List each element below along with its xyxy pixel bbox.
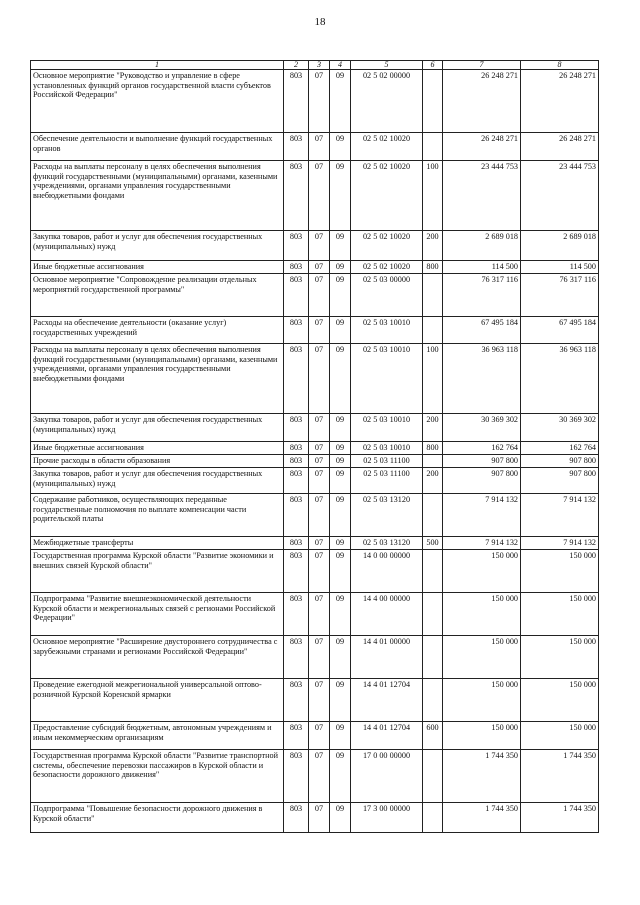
row-csr-cell: 02 5 02 10020 [351,161,423,231]
row-sum2-cell: 150 000 [521,722,599,750]
column-header: 4 [330,61,351,70]
row-pr-cell: 09 [330,231,351,261]
table-row [31,550,599,593]
row-sum2-cell: 150 000 [521,679,599,722]
row-sum1-cell: 150 000 [443,679,521,722]
table-row [31,750,599,803]
row-sum2-cell: 76 317 116 [521,274,599,317]
row-pr-cell: 09 [330,550,351,593]
row-sum2-cell: 907 800 [521,455,599,468]
row-name-cell: Государственная программа Курской области "Развитие транспортной системы, обеспечение перевозки пассажиров в Курской области и безопасности дорожного движения" [31,750,284,803]
row-sum2-cell: 36 963 118 [521,344,599,414]
row-csr-cell: 02 5 03 10010 [351,317,423,344]
row-rz-cell: 07 [309,274,330,317]
row-sum1-cell: 114 500 [443,261,521,274]
page-number: 18 [314,16,326,28]
row-name-cell: Государственная программа Курской области "Развитие экономики и внешних связей Курской области" [31,550,284,593]
row-sum1-cell: 23 444 753 [443,161,521,231]
row-name-cell: Подпрограмма "Повышение безопасности дорожного движения в Курской области" [31,803,284,833]
row-pr-cell: 09 [330,70,351,133]
row-rz-cell: 07 [309,550,330,593]
row-pr-cell: 09 [330,442,351,455]
row-pr-cell: 09 [330,679,351,722]
table-row [31,636,599,679]
row-name-cell: Прочие расходы в области образования [31,455,284,468]
row-rz-cell: 07 [309,722,330,750]
row-sum1-cell: 7 914 132 [443,537,521,550]
row-sum1-cell: 7 914 132 [443,494,521,537]
row-vr-cell: 800 [423,442,443,455]
row-grbs-cell: 803 [284,750,309,803]
row-csr-cell: 02 5 03 10010 [351,344,423,414]
column-header: 7 [443,61,521,70]
row-vr-cell [423,593,443,636]
table-row [31,442,599,455]
row-rz-cell: 07 [309,70,330,133]
row-sum2-cell: 23 444 753 [521,161,599,231]
table-row [31,133,599,161]
row-csr-cell: 02 5 03 10010 [351,414,423,442]
row-grbs-cell: 803 [284,494,309,537]
row-csr-cell: 14 4 01 00000 [351,636,423,679]
column-header: 5 [351,61,423,70]
table-row [31,414,599,442]
row-sum1-cell: 1 744 350 [443,803,521,833]
row-sum2-cell: 7 914 132 [521,537,599,550]
row-rz-cell: 07 [309,455,330,468]
row-rz-cell: 07 [309,468,330,494]
row-sum2-cell: 26 248 271 [521,133,599,161]
row-name-cell: Иные бюджетные ассигнования [31,442,284,455]
row-vr-cell: 200 [423,231,443,261]
row-sum1-cell: 150 000 [443,550,521,593]
row-csr-cell: 14 4 01 12704 [351,722,423,750]
column-header: 8 [521,61,599,70]
row-grbs-cell: 803 [284,414,309,442]
table-row [31,344,599,414]
row-csr-cell: 17 0 00 00000 [351,750,423,803]
row-name-cell: Межбюджетные трансферты [31,537,284,550]
row-sum2-cell: 150 000 [521,636,599,679]
row-name-cell: Основное мероприятие "Сопровождение реализации отдельных мероприятий государственной программы" [31,274,284,317]
row-csr-cell: 14 4 00 00000 [351,593,423,636]
row-name-cell: Проведение ежегодной межрегиональной универсальной оптово-розничной Курской Коренской ярмарки [31,679,284,722]
row-vr-cell: 500 [423,537,443,550]
row-csr-cell: 02 5 03 11100 [351,468,423,494]
row-name-cell: Основное мероприятие "Расширение двустороннего сотрудничества с зарубежными странами и регионами Российской Федерации" [31,636,284,679]
row-pr-cell: 09 [330,414,351,442]
table-row [31,722,599,750]
row-sum2-cell: 150 000 [521,593,599,636]
row-csr-cell: 02 5 02 10020 [351,261,423,274]
row-sum2-cell: 7 914 132 [521,494,599,537]
row-vr-cell [423,679,443,722]
row-grbs-cell: 803 [284,70,309,133]
row-rz-cell: 07 [309,494,330,537]
row-csr-cell: 14 4 01 12704 [351,679,423,722]
row-grbs-cell: 803 [284,636,309,679]
row-pr-cell: 09 [330,261,351,274]
row-vr-cell: 600 [423,722,443,750]
row-rz-cell: 07 [309,803,330,833]
row-grbs-cell: 803 [284,133,309,161]
row-csr-cell: 17 3 00 00000 [351,803,423,833]
row-sum2-cell: 30 369 302 [521,414,599,442]
row-vr-cell [423,550,443,593]
table-row [31,679,599,722]
row-sum1-cell: 1 744 350 [443,750,521,803]
row-pr-cell: 09 [330,317,351,344]
row-name-cell: Расходы на обеспечение деятельности (оказание услуг) государственных учреждений [31,317,284,344]
row-sum2-cell: 907 800 [521,468,599,494]
row-sum2-cell: 67 495 184 [521,317,599,344]
row-vr-cell: 200 [423,414,443,442]
row-pr-cell: 09 [330,274,351,317]
row-sum1-cell: 67 495 184 [443,317,521,344]
row-sum2-cell: 1 744 350 [521,750,599,803]
budget-table [30,60,599,833]
row-pr-cell: 09 [330,344,351,414]
table-row [31,70,599,133]
table-row [31,494,599,537]
column-header: 2 [284,61,309,70]
row-csr-cell: 02 5 02 00000 [351,70,423,133]
row-vr-cell [423,455,443,468]
row-grbs-cell: 803 [284,468,309,494]
row-rz-cell: 07 [309,537,330,550]
table-header-row [31,61,599,70]
row-rz-cell: 07 [309,161,330,231]
row-sum1-cell: 30 369 302 [443,414,521,442]
row-grbs-cell: 803 [284,722,309,750]
row-csr-cell: 02 5 03 11100 [351,455,423,468]
row-sum2-cell: 26 248 271 [521,70,599,133]
row-name-cell: Подпрограмма "Развитие внешнеэкономической деятельности Курской области и межрегиональных связей с регионами Российской Федерации" [31,593,284,636]
row-rz-cell: 07 [309,317,330,344]
column-header: 6 [423,61,443,70]
row-grbs-cell: 803 [284,679,309,722]
table-row [31,537,599,550]
row-rz-cell: 07 [309,261,330,274]
row-sum1-cell: 26 248 271 [443,133,521,161]
row-sum2-cell: 114 500 [521,261,599,274]
table-row [31,261,599,274]
row-grbs-cell: 803 [284,455,309,468]
row-name-cell: Закупка товаров, работ и услуг для обеспечения государственных (муниципальных) нужд [31,231,284,261]
row-name-cell: Основное мероприятие "Руководство и управление в сфере установленных функций органов государственной власти субъектов Российской Федерации" [31,70,284,133]
column-header: 1 [31,61,284,70]
row-rz-cell: 07 [309,231,330,261]
row-vr-cell: 800 [423,261,443,274]
row-rz-cell: 07 [309,414,330,442]
row-name-cell: Иные бюджетные ассигнования [31,261,284,274]
row-name-cell: Обеспечение деятельности и выполнение функций государственных органов [31,133,284,161]
row-rz-cell: 07 [309,593,330,636]
row-sum2-cell: 162 764 [521,442,599,455]
row-sum2-cell: 150 000 [521,550,599,593]
row-vr-cell [423,274,443,317]
row-vr-cell [423,494,443,537]
row-rz-cell: 07 [309,750,330,803]
row-vr-cell: 200 [423,468,443,494]
row-vr-cell: 100 [423,344,443,414]
row-vr-cell [423,636,443,679]
table-row [31,274,599,317]
row-vr-cell [423,133,443,161]
row-name-cell: Расходы на выплаты персоналу в целях обеспечения выполнения функций государственными (муниципальными) органами, казенными учреждениями, органами управления государственными внебюджетными фондами [31,344,284,414]
row-pr-cell: 09 [330,722,351,750]
row-pr-cell: 09 [330,133,351,161]
row-sum1-cell: 26 248 271 [443,70,521,133]
row-name-cell: Предоставление субсидий бюджетным, автономным учреждениям и иным некоммерческим организациям [31,722,284,750]
row-csr-cell: 02 5 02 10020 [351,231,423,261]
row-sum1-cell: 36 963 118 [443,344,521,414]
row-csr-cell: 02 5 03 00000 [351,274,423,317]
row-pr-cell: 09 [330,593,351,636]
table-row [31,231,599,261]
row-grbs-cell: 803 [284,344,309,414]
table-row [31,803,599,833]
row-vr-cell [423,317,443,344]
row-pr-cell: 09 [330,494,351,537]
row-sum1-cell: 150 000 [443,722,521,750]
row-vr-cell [423,803,443,833]
row-rz-cell: 07 [309,636,330,679]
row-sum1-cell: 150 000 [443,636,521,679]
row-pr-cell: 09 [330,161,351,231]
row-csr-cell: 02 5 03 13120 [351,537,423,550]
row-csr-cell: 02 5 03 13120 [351,494,423,537]
row-sum1-cell: 907 800 [443,455,521,468]
row-sum1-cell: 162 764 [443,442,521,455]
row-grbs-cell: 803 [284,261,309,274]
row-grbs-cell: 803 [284,317,309,344]
table-row [31,455,599,468]
row-pr-cell: 09 [330,636,351,679]
row-grbs-cell: 803 [284,593,309,636]
column-header: 3 [309,61,330,70]
row-csr-cell: 02 5 02 10020 [351,133,423,161]
row-vr-cell: 100 [423,161,443,231]
row-grbs-cell: 803 [284,231,309,261]
row-rz-cell: 07 [309,133,330,161]
table-row [31,468,599,494]
row-sum2-cell: 1 744 350 [521,803,599,833]
row-sum1-cell: 76 317 116 [443,274,521,317]
table-row [31,317,599,344]
row-grbs-cell: 803 [284,274,309,317]
row-grbs-cell: 803 [284,537,309,550]
row-pr-cell: 09 [330,537,351,550]
row-pr-cell: 09 [330,750,351,803]
row-grbs-cell: 803 [284,803,309,833]
row-grbs-cell: 803 [284,161,309,231]
row-vr-cell [423,70,443,133]
row-vr-cell [423,750,443,803]
row-sum1-cell: 150 000 [443,593,521,636]
row-csr-cell: 14 0 00 00000 [351,550,423,593]
row-pr-cell: 09 [330,468,351,494]
row-name-cell: Закупка товаров, работ и услуг для обеспечения государственных (муниципальных) нужд [31,468,284,494]
table-row [31,593,599,636]
row-name-cell: Содержание работников, осуществляющих переданные государственные полномочия по выплате компенсации части родительской платы [31,494,284,537]
row-grbs-cell: 803 [284,442,309,455]
row-name-cell: Расходы на выплаты персоналу в целях обеспечения выполнения функций государственными (муниципальными) органами, казенными учреждениями, органами управления государственными внебюджетными фондами [31,161,284,231]
row-rz-cell: 07 [309,679,330,722]
row-sum1-cell: 907 800 [443,468,521,494]
row-grbs-cell: 803 [284,550,309,593]
row-sum1-cell: 2 689 018 [443,231,521,261]
row-pr-cell: 09 [330,455,351,468]
row-name-cell: Закупка товаров, работ и услуг для обеспечения государственных (муниципальных) нужд [31,414,284,442]
table-row [31,161,599,231]
row-rz-cell: 07 [309,442,330,455]
row-pr-cell: 09 [330,803,351,833]
row-csr-cell: 02 5 03 10010 [351,442,423,455]
row-rz-cell: 07 [309,344,330,414]
row-sum2-cell: 2 689 018 [521,231,599,261]
